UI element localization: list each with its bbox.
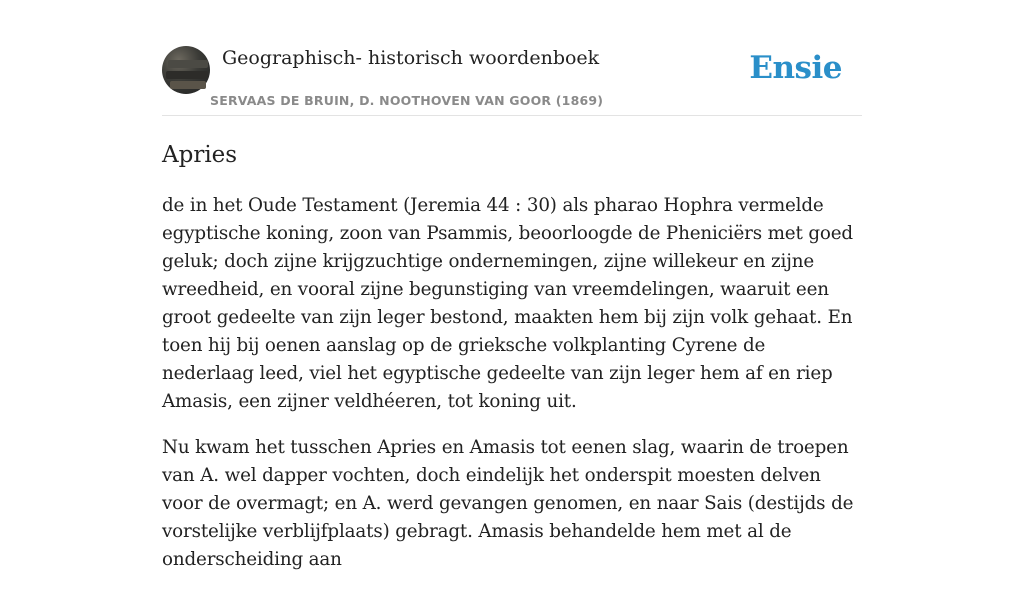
entry-body	[162, 192, 862, 592]
entry-paragraph: de in het Oude Testament (Jeremia 44 : 30) als pharao Hophra vermelde egyptische koning, zoon van Psammis, beoorloogde de Pheniciërs met goed geluk; doch zijne krijgzuchtige ondernemingen, zijne willekeur en zijne wreedheid, en vooral zijne begunstiging van vreemdelingen, waaruit een groot gedeelte van zijn leger bestond, maakten hem bij zijn volk gehaat. En toen hij bij oenen aanslag op de grieksche volkplanting Cyrene de nederlaag leed, viel het egyptische gedeelte van zijn leger hem af en riep Amasis, een zijner veldhéeren, tot koning uit.	[162, 195, 853, 412]
book-thumbnail-icon[interactable]	[162, 46, 210, 94]
book-header	[162, 46, 862, 116]
book-title-link[interactable]: Geographisch- historisch woordenboek	[222, 47, 600, 69]
entry-title: Apries	[162, 142, 238, 168]
entry-paragraph: Nu kwam het tusschen Apries en Amasis tot eenen slag, waarin de troepen van A. wel dapper vochten, doch eindelijk het onderspit moesten delven voor de overmagt; en A. werd gevangen genomen, en naar Sais (destijds de vorstelijke verblijfplaats) gebragt. Amasis behandelde hem met al de onderscheiding aan	[162, 437, 854, 570]
book-spine	[170, 81, 206, 89]
book-spine	[166, 71, 208, 79]
ensie-logo[interactable]: Ensie	[749, 50, 842, 86]
book-author: SERVAAS DE BRUIN, D. NOOTHOVEN VAN GOOR (1869)	[210, 93, 604, 108]
book-spine	[168, 60, 208, 68]
